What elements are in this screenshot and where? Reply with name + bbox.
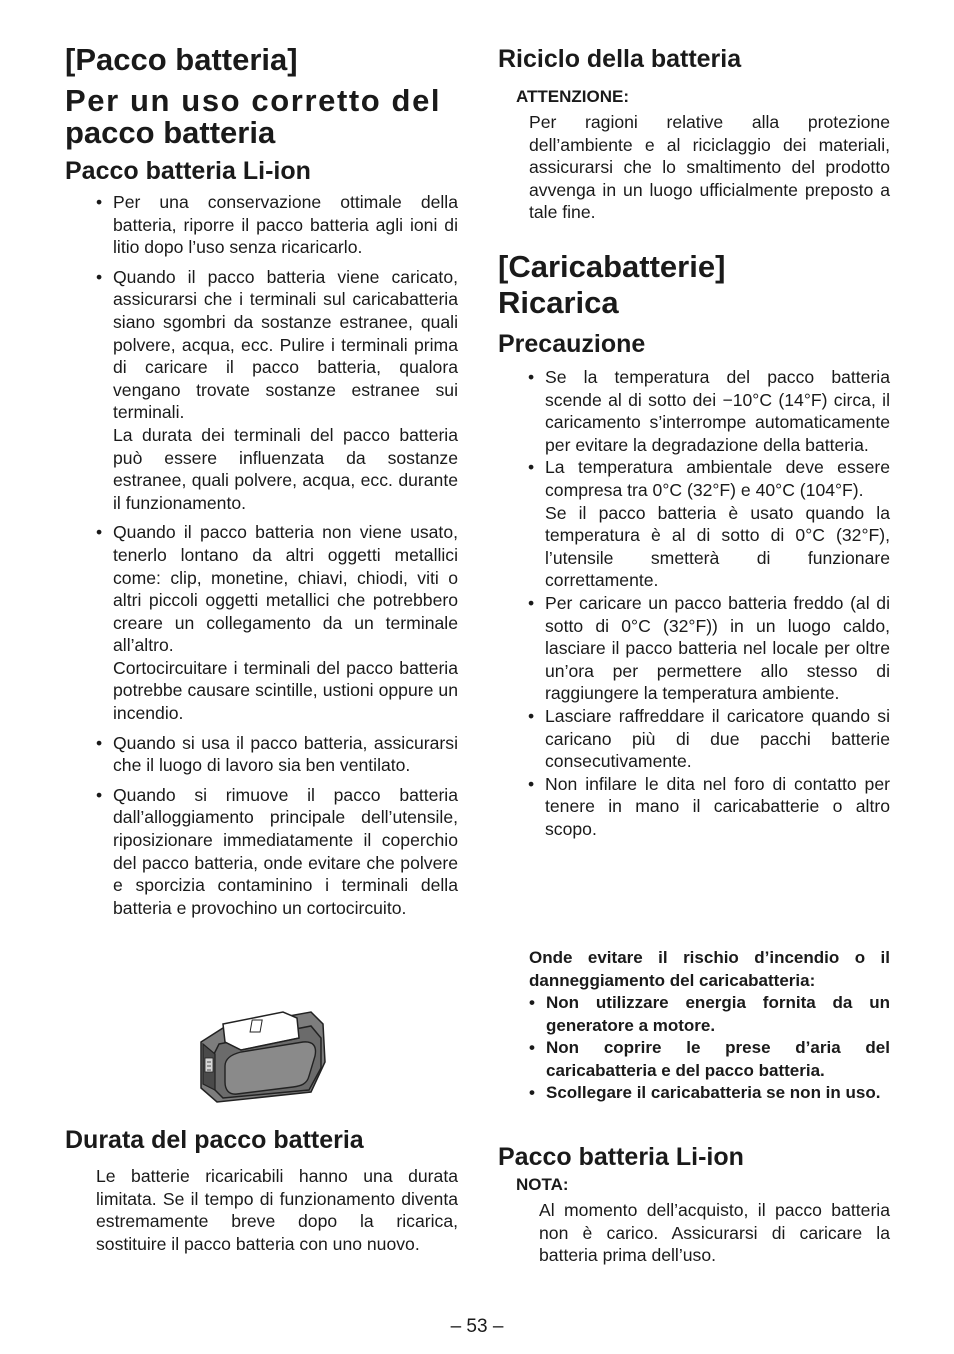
bullet-extra: La durata dei terminali del pacco batteria può essere influenzata da sostanze estranee, quali polvere, acqua, ecc. durante il funzionamento. <box>113 424 458 513</box>
bullet-text: Scollegare il caricabatteria se non in uso. <box>546 1083 881 1103</box>
durata-text: Le batterie ricaricabili hanno una durata limitata. Se il tempo di funzionamento diventa estremamente breve dopo la ricarica, sostituire il pacco batteria con uno nuovo. <box>96 1166 458 1254</box>
list-item <box>528 592 890 705</box>
bullet-text: Non infilare le dita nel foro di contatto per tenere in mano il caricabatterie o altro scopo. <box>545 773 890 839</box>
page-title-cont: pacco batteria <box>65 115 276 150</box>
section-title-caricabatterie: [Caricabatterie] <box>498 249 726 284</box>
battery-pack-illustration <box>193 1004 329 1104</box>
subtitle-liion: Pacco batteria Li-ion <box>65 157 311 185</box>
bullet-text: Quando il pacco batteria viene caricato, assicurarsi che i terminali sul caricabatteria siano sgombri da sostanze estranee, quali polvere, acqua, ecc. Pulire i terminali prima di caricare il pacco batteria, qualora vengano trovate sostanze estranee sui terminali. <box>113 266 458 423</box>
bullet-text: Quando il pacco batteria non viene usato, tenerlo lontano da altri oggetti metallici come: clip, monetine, chiavi, chiodi, viti o altri piccoli oggetti metallici che potrebbero creare un collegamento da un terminale all’altro. <box>113 522 458 656</box>
bullet-extra: Cortocircuitare i terminali del pacco batteria potrebbe causare scintille, ustioni oppure un incendio. <box>113 657 458 724</box>
nota-label: NOTA: <box>516 1175 569 1194</box>
list-item <box>529 1082 890 1105</box>
list-item <box>528 456 890 592</box>
warning-intro: Onde evitare il rischio d’incendio o il danneggiamento del caricabatteria: <box>529 948 890 990</box>
bullet-text: Quando si usa il pacco batteria, assicurarsi che il luogo di lavoro sia ben ventilato. <box>113 732 458 776</box>
list-item <box>96 191 458 259</box>
bullet-text: Se la temperatura del pacco batteria scende al di sotto dei −10°C (14°F) circa, il caricamento s’interrompe automaticamente per evitare la degradazione della batteria. <box>545 367 890 455</box>
list-item <box>96 732 458 777</box>
attenzione-label: ATTENZIONE: <box>516 87 630 106</box>
warning-bullet-list <box>529 992 890 1105</box>
bullet-text: Quando si rimuove il pacco batteria dall’alloggiamento principale dell’utensile, riposizionare immediatamente il coperchio del pacco batteria, onde evitare che polvere e sporcizia contaminino i terminali della batteria e provochino un cortocircuito. <box>113 784 458 918</box>
bullet-text: Lasciare raffreddare il caricatore quando si caricano più di due pacchi batterie consecutivamente. <box>545 705 890 772</box>
list-item <box>528 705 890 773</box>
bullet-extra: Se il pacco batteria è usato quando la temperatura è al di sotto di 0°C (32°F), l’utensile smetterà di funzionare correttamente. <box>545 502 890 591</box>
durata-title: Durata del pacco batteria <box>65 1126 364 1154</box>
list-item <box>96 784 458 920</box>
nota-text: Al momento dell’acquisto, il pacco batteria non è carico. Assicurarsi di caricare la batteria prima dell’uso. <box>539 1200 890 1266</box>
section-title: [Pacco batteria] <box>65 42 298 77</box>
liion-title: Pacco batteria Li-ion <box>498 1143 744 1171</box>
page-number: – 53 – <box>450 1316 504 1337</box>
list-item <box>529 992 890 1037</box>
precauzione-title: Precauzione <box>498 330 646 358</box>
page-title: Per un uso corretto del <box>65 83 442 118</box>
list-item <box>96 266 458 515</box>
list-item <box>528 773 890 841</box>
list-item <box>529 1037 890 1082</box>
liion-bullet-list <box>96 191 458 926</box>
precauzione-bullet-list <box>528 366 890 840</box>
list-item <box>528 366 890 456</box>
attenzione-text: Per ragioni relative alla protezione dell’ambiente e al riciclaggio dei materiali, assicurarsi che lo smaltimento del prodotto avvenga in un luogo ufficialmente preposto a tale fine. <box>529 112 890 223</box>
bullet-text: Per caricare un pacco batteria freddo (al di sotto di 0°C (32°F)) in un luogo caldo, lasciare il pacco batteria nel locale per oltre un’ora per permettere allo stesso di raggiungere la temperatura ambiente. <box>545 592 890 704</box>
bullet-text: Non coprire le prese d’aria del caricabatteria e del pacco batteria. <box>546 1038 890 1080</box>
riciclo-title: Riciclo della batteria <box>498 45 742 73</box>
section-title-ricarica: Ricarica <box>498 285 619 320</box>
bullet-text: La temperatura ambientale deve essere compresa tra 0°C (32°F) e 40°C (104°F). <box>545 457 890 500</box>
bullet-text: Non utilizzare energia fornita da un generatore a motore. <box>546 993 890 1035</box>
bullet-text: Per una conservazione ottimale della batteria, riporre il pacco batteria agli ioni di litio dopo l’uso senza ricaricarlo. <box>113 192 458 258</box>
list-item <box>96 521 458 724</box>
